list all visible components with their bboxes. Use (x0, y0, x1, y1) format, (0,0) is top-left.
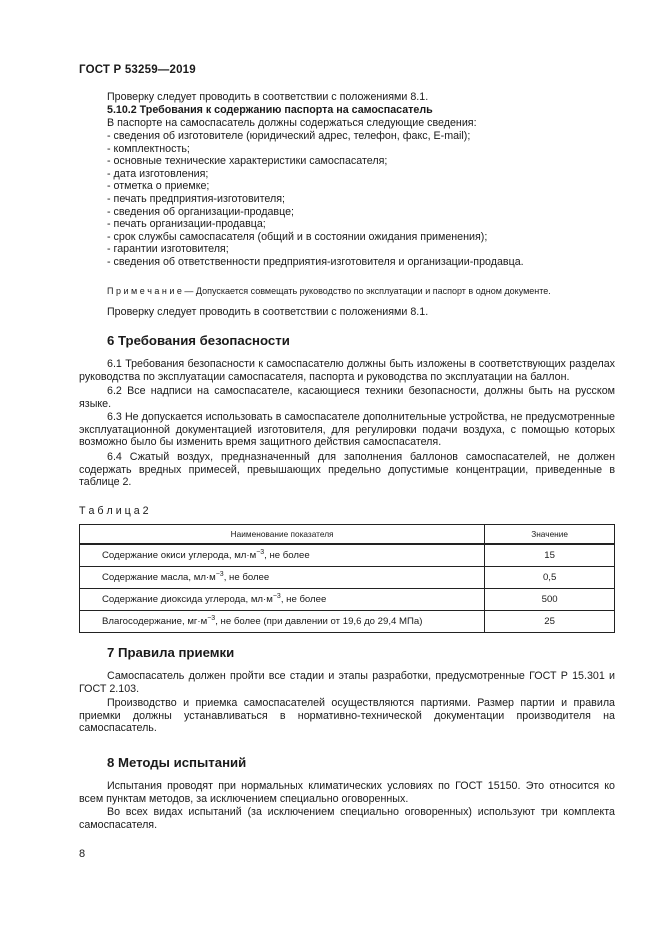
table-row (80, 567, 615, 589)
table-row (80, 611, 615, 633)
list-item: - дата изготовления; (107, 167, 209, 180)
list-item: - комплектность; (107, 142, 190, 155)
table-2 (79, 524, 615, 633)
table-row (80, 544, 615, 567)
list-item: - сведения об ответственности предприятия-изготовителя и организации-продавца. (107, 255, 524, 268)
column-header-name: Наименование показателя (80, 525, 485, 545)
list-item: - отметка о приемке; (107, 180, 210, 193)
passport-lead: В паспорте на самоспасатель должны содержаться следующие сведения: (107, 117, 477, 129)
section-8-heading: 8 Методы испытаний (107, 755, 247, 770)
row-value: 15 (485, 544, 615, 567)
list-item: - сведения об изготовителе (юридический адрес, телефон, факс, E-mail); (107, 130, 471, 142)
intro-check-line: Проверку следует проводить в соответствии с положениями 8.1. (107, 91, 429, 103)
paragraph-6-4: 6.4 Сжатый воздух, предназначенный для заполнения баллонов самоспасателей, не должен содержать вредных примесей, превышающих предельно допустимые концентрации, приведенные в таблице 2. (79, 451, 615, 489)
row-value: 25 (485, 611, 615, 633)
section-7-heading: 7 Правила приемки (107, 645, 235, 660)
note (107, 286, 551, 297)
passport-items-list (107, 130, 524, 269)
note-text: — Допускается совмещать руководство по эксплуатации и паспорт в одном документе. (181, 286, 551, 296)
list-item: - сведения об организации-продавце; (107, 205, 295, 218)
list-item: - основные технические характеристики самоспасателя; (107, 155, 388, 168)
check-line: Проверку следует проводить в соответствии с положениями 8.1. (107, 306, 429, 318)
list-item: - печать организации-продавца; (107, 218, 266, 231)
paragraph-6-1: 6.1 Требования безопасности к самоспасателю должны быть изложены в соответствующих разделах руководства по эксплуатации самоспасателя, паспорта и руководства по эксплуатации на баллон. (79, 358, 615, 383)
paragraph-6-2: 6.2 Все надписи на самоспасателе, касающиеся техники безопасности, должны быть на русском языке. (79, 385, 615, 410)
page-number: 8 (79, 848, 86, 860)
list-item: - гарантии изготовителя; (107, 243, 229, 256)
column-header-value: Значение (485, 525, 615, 545)
table-row (80, 589, 615, 611)
table-caption: Т а б л и ц а 2 (79, 505, 149, 517)
section-6-heading: 6 Требования безопасности (107, 333, 290, 348)
document-header: ГОСТ Р 53259—2019 (79, 64, 196, 76)
row-name: Содержание окиси углерода, $мл\cdot м^{-3}$, не более (80, 544, 485, 567)
row-name: Влагосодержание, $мг\cdot м^{-3}$, не более (при давлении от 19,6 до 29,4 МПа) (80, 611, 485, 633)
list-item: - печать предприятия-изготовителя; (107, 192, 285, 205)
paragraph-7-2: Производство и приемка самоспасателей осуществляются партиями. Размер партии и правила приемки должны устанавливаться в нормативно-технической документации производителя на самоспасатель. (79, 697, 615, 735)
paragraph-6-3: 6.3 Не допускается использовать в самоспасателе дополнительные устройства, не предусмотренные эксплуатационной документацией изготовителя, для регулировки подачи воздуха, с помощью которых возможно было бы изменить время защитного действия самоспасателя. (79, 411, 615, 449)
list-item: - срок службы самоспасателя (общий и в состоянии ожидания применения); (107, 230, 488, 243)
table-header-row (80, 525, 615, 545)
row-value: 500 (485, 589, 615, 611)
paragraph-8-1: Испытания проводят при нормальных климатических условиях по ГОСТ 15150. Это относится ко всем пунктам методов, за исключением специально оговоренных. (79, 780, 615, 805)
paragraph-7-1: Самоспасатель должен пройти все стадии и этапы разработки, предусмотренные ГОСТ Р 15.301 и ГОСТ 2.103. (79, 670, 615, 695)
section-5-10-2-heading: 5.10.2 Требования к содержанию паспорта на самоспасатель (107, 104, 433, 116)
row-name: Содержание масла, $мл\cdot м^{-3}$, не более (80, 567, 485, 589)
row-value: 0,5 (485, 567, 615, 589)
row-name: Содержание диоксида углерода, $мл\cdot м^{-3}$, не более (80, 589, 485, 611)
paragraph-8-2: Во всех видах испытаний (за исключением специально оговоренных) используют три комплекта самоспасателя. (79, 806, 615, 831)
note-label: П р и м е ч а н и е (107, 286, 182, 296)
